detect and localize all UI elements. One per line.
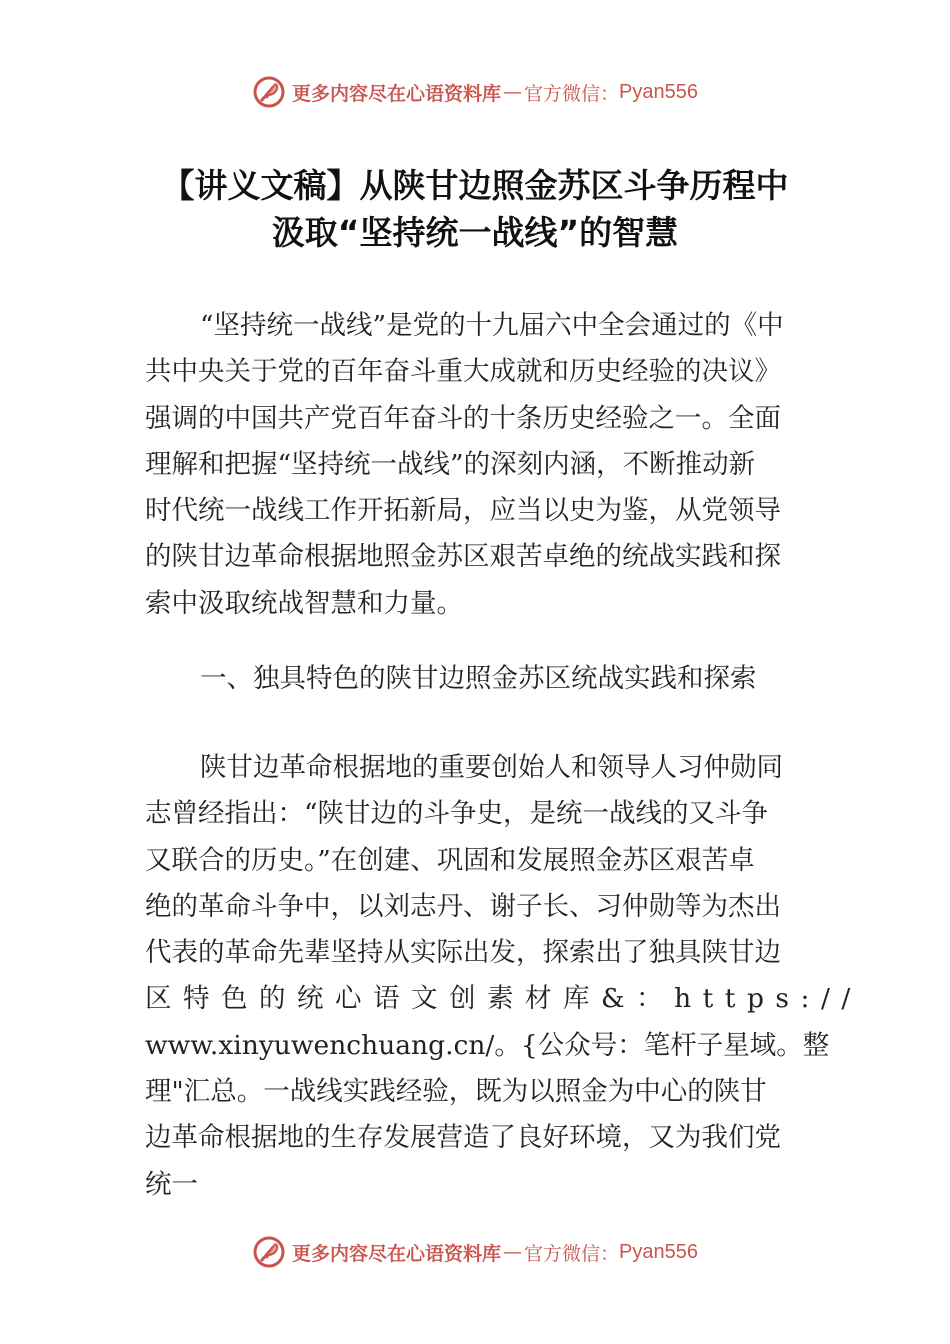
section-paragraph: [145, 745, 862, 1208]
paragraph-line: 理"汇总。一战线实践经验，既为以照金为中心的陕甘: [145, 1076, 767, 1108]
document-title: [0, 162, 950, 256]
section-heading-1: 一、独具特色的陕甘边照金苏区统战实践和探索: [200, 663, 757, 694]
paragraph-line: 志曾经指出：“陕甘边的斗争史，是统一战线的又斗争: [145, 798, 769, 830]
intro-paragraph: [145, 303, 805, 627]
paragraph-line: 区特色的统心语文创素材库&：https://: [145, 983, 862, 1015]
paragraph-line: 边革命根据地的生存发展营造了良好环境，又为我们党: [145, 1122, 781, 1154]
title-line-1: 【讲义文稿】从陕甘边照金苏区斗争历程中: [161, 166, 789, 205]
paragraph-line: “坚持统一战线”是党的十九届六中全会通过的《中: [200, 310, 784, 341]
paragraph-line: 又联合的历史。”在创建、巩固和发展照金苏区艰苦卓: [145, 844, 755, 876]
banner-site-text: 更多内容尽在心语资料库: [292, 1242, 502, 1265]
paragraph-line: 陕甘边革命根据地的重要创始人和领导人习仲勋同: [200, 752, 783, 783]
paragraph-line: 理解和把握“坚持统一战线”的深刻内涵，不断推动新: [145, 448, 756, 480]
paragraph-line: www.xinyuwenchuang.cn/。{公众号：笔杆子星域。整: [145, 1029, 830, 1061]
paragraph-line: 代表的革命先辈坚持从实际出发，探索出了独具陕甘边: [145, 937, 781, 969]
paragraph-line: 的陕甘边革命根据地照金苏区艰苦卓绝的统战实践和探: [145, 541, 781, 573]
banner-wechat-label: 官方微信：: [524, 1242, 620, 1265]
banner-wechat-label: 官方微信：: [524, 82, 620, 105]
title-line-2: 汲取“坚持统一战线”的智慧: [271, 213, 679, 252]
banner-separator: —: [503, 1241, 523, 1263]
paragraph-line: 索中汲取统战智慧和力量。: [145, 587, 463, 619]
bottom-banner: [0, 1232, 950, 1272]
paragraph-line: 强调的中国共产党百年奋斗的十条历史经验之一。全面: [145, 402, 781, 434]
paragraph-line: 时代统一战线工作开拓新局，应当以史为鉴，从党领导: [145, 495, 781, 527]
paragraph-line: 绝的革命斗争中，以刘志丹、谢子长、习仲勋等为杰出: [145, 890, 781, 922]
banner-site-text: 更多内容尽在心语资料库: [292, 82, 502, 105]
banner-separator: —: [503, 81, 523, 103]
banner-wechat-id: Pyan556: [619, 1240, 698, 1263]
quill-logo-icon: [252, 1235, 286, 1269]
paragraph-line: 统一: [145, 1168, 198, 1200]
quill-logo-icon: [252, 75, 286, 109]
paragraph-line: 共中央关于党的百年奋斗重大成就和历史经验的决议》: [145, 356, 781, 388]
banner-wechat-id: Pyan556: [619, 80, 698, 103]
top-banner: [0, 72, 950, 112]
